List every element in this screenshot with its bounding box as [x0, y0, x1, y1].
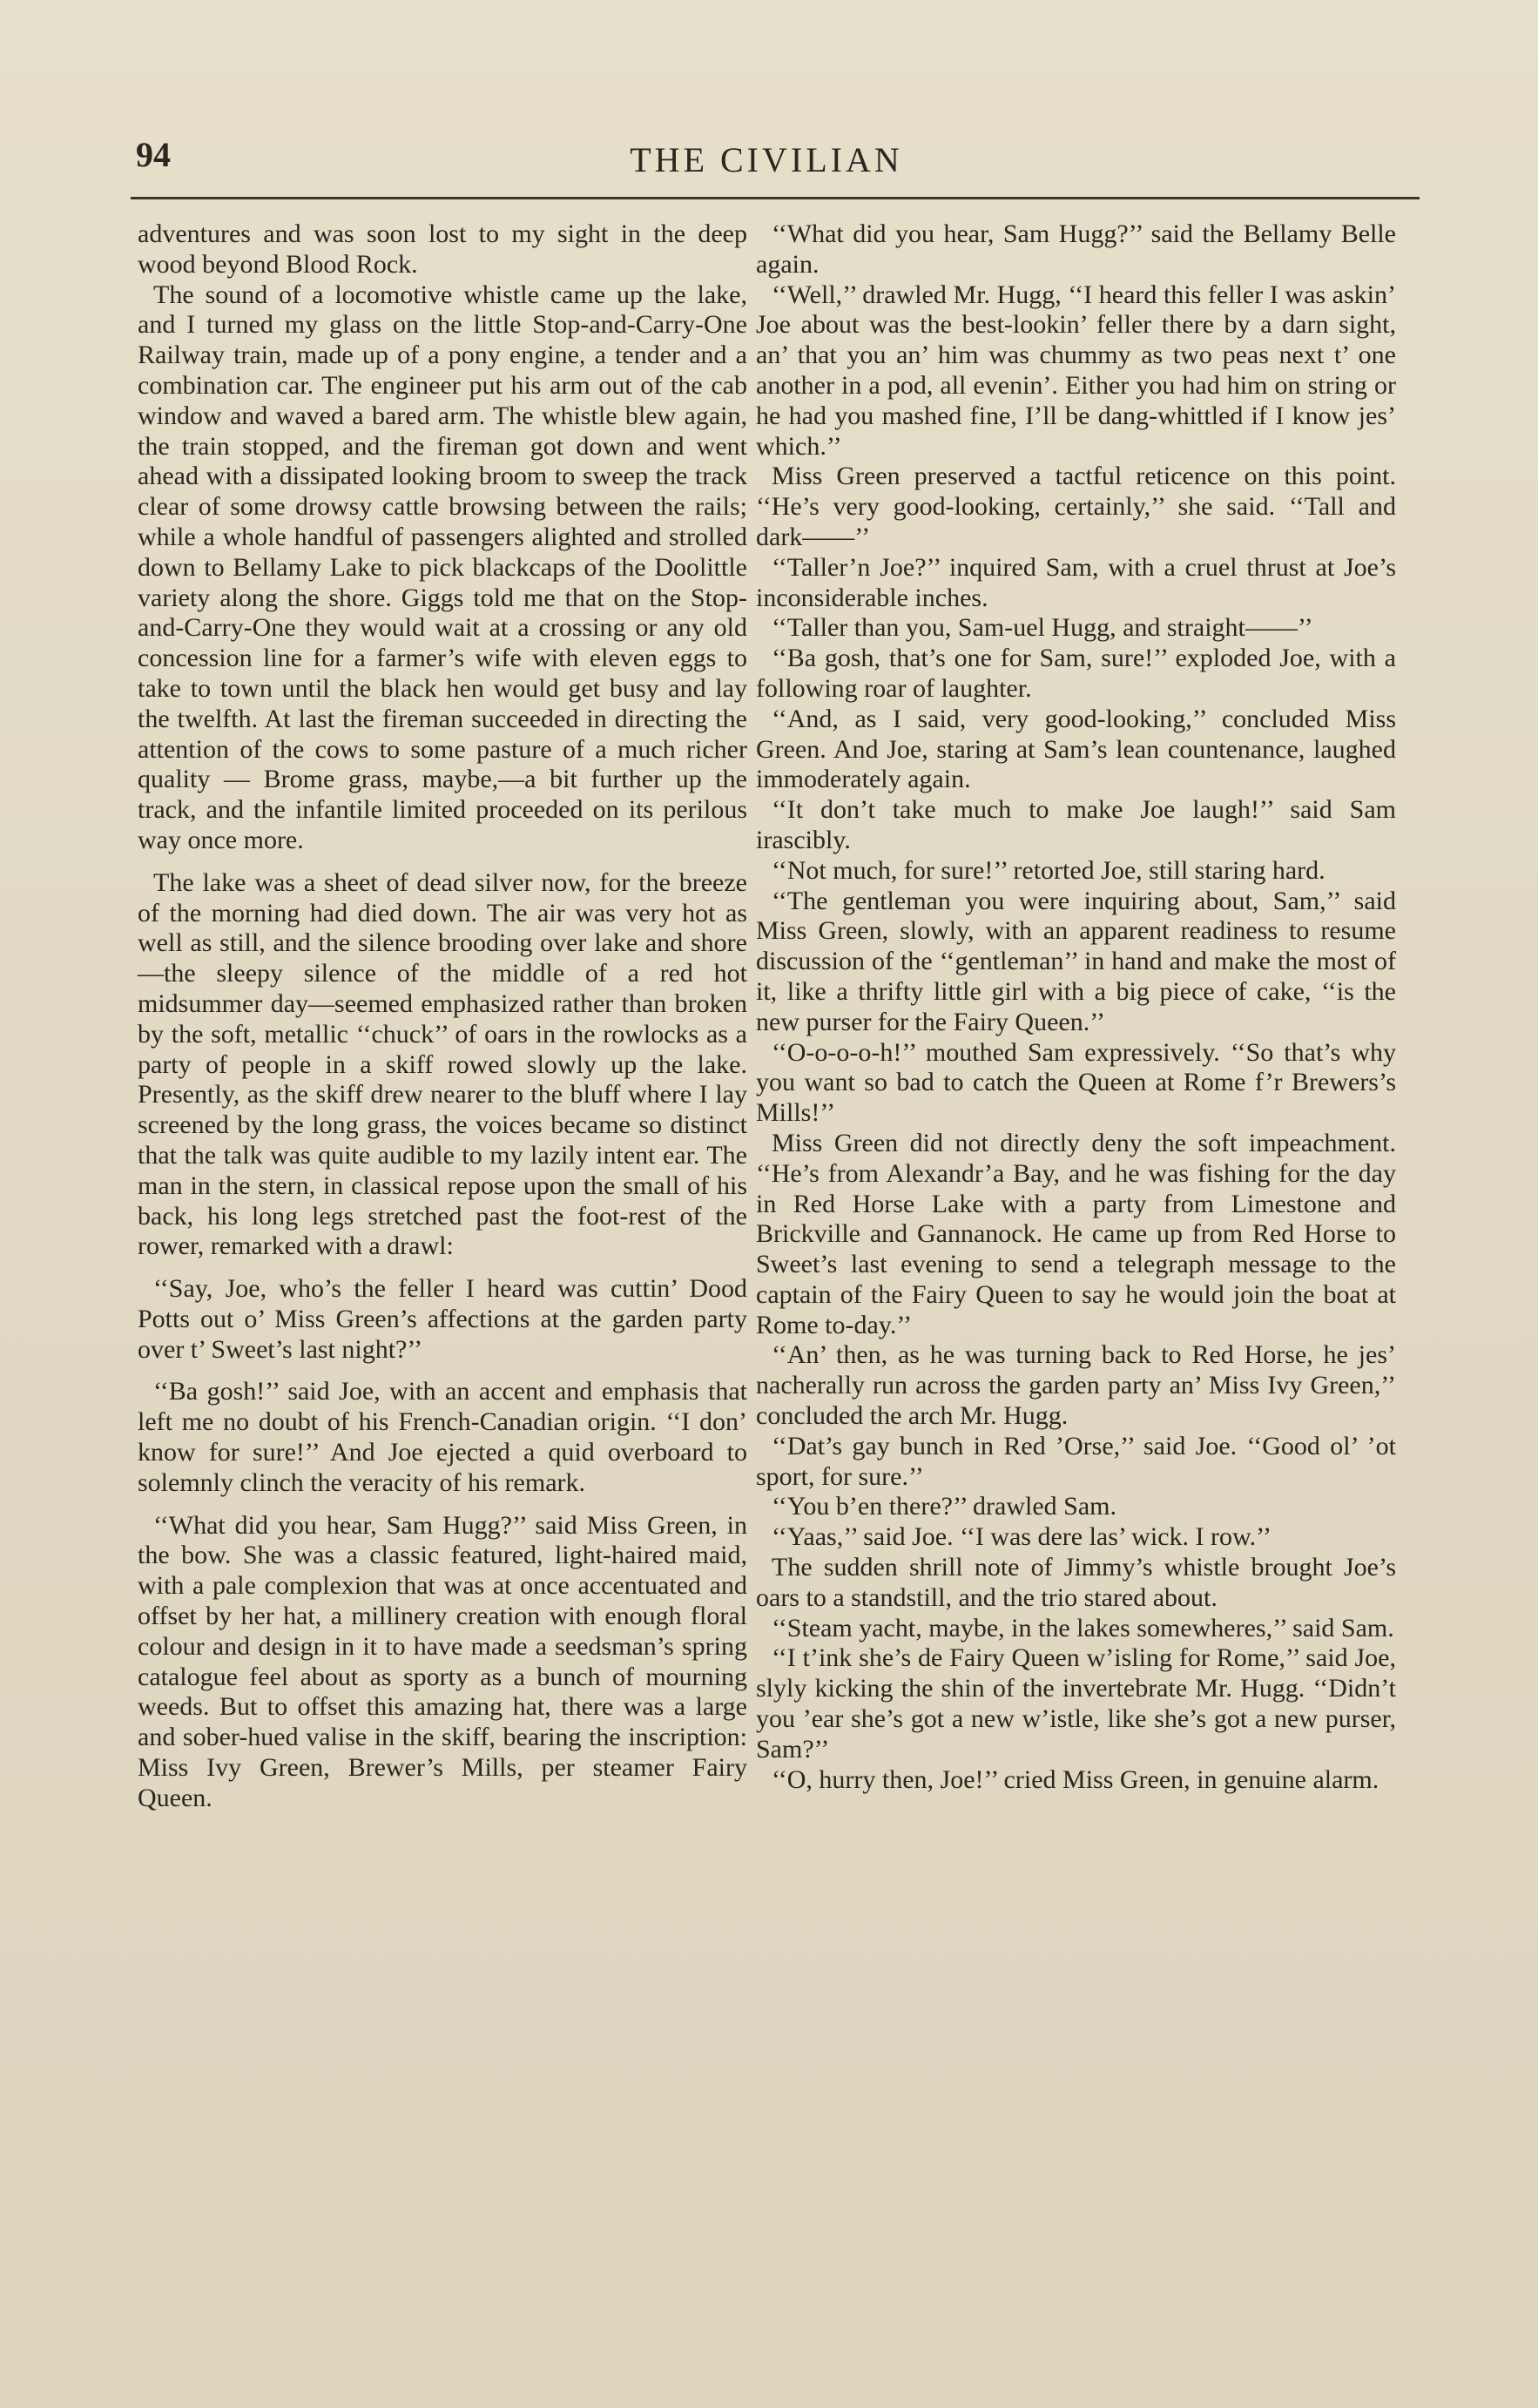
paragraph: ‘‘An’ then, as he was turning back to Red Horse, he jes’ nacherally run across the garden party an’ Miss Ivy Green,’’ concluded the arch Mr. Hugg.: [756, 1340, 1396, 1431]
paragraph: ‘‘It don’t take much to make Joe laugh!’’ said Sam irascibly.: [756, 795, 1396, 854]
paragraph: ‘‘And, as I said, very good-looking,’’ concluded Miss Green. And Joe, staring at Sam’s lean countenance, laughed immoderately again.: [756, 704, 1396, 794]
left-column: [138, 219, 747, 1814]
paragraph: The sudden shrill note of Jimmy’s whistle brought Joe’s oars to a standstill, and the trio stared about.: [756, 1553, 1396, 1612]
paragraph: ‘‘Yaas,’’ said Joe. ‘‘I was dere las’ wick. I row.’’: [772, 1522, 1272, 1552]
paragraph: ‘‘Say, Joe, who’s the feller I heard was cuttin’ Dood Potts out o’ Miss Green’s affections at the garden party over t’ Sweet’s last night?’’: [138, 1274, 747, 1364]
paragraph: ‘‘O, hurry then, Joe!’’ cried Miss Green, in genuine alarm.: [772, 1764, 1379, 1794]
paragraph: The lake was a sheet of dead silver now, for the breeze of the morning had died down. The air was very hot as well as still, and the silence brooding over lake and shore —the sleepy silence of the middle of a red hot midsummer day—seemed emphasized rather than broken by the soft, metallic ‘‘chuck’’ of oars in the rowlocks as a party of people in a skiff rowed slowly up the lake. Presently, as the skiff drew nearer to the bluff where I lay screened by the long grass, the voices became so distinct that the talk was quite audible to my lazily intent ear. The man in the stern, in classical repose upon the small of his back, his long legs stretched past the foot-rest of the rower, remarked with a drawl:: [138, 867, 747, 1261]
paragraph: ‘‘Well,’’ drawled Mr. Hugg, ‘‘I heard this feller I was askin’ Joe about was the best-lookin’ feller there by a darn sight, an’ that you an’ him was chummy as two peas next t’ one another in a pod, all evenin’. Either you had him on string or he had you mashed fine, I’ll be dang-whittled if I know jes’ which.’’: [756, 280, 1396, 461]
paragraph: ‘‘Dat’s gay bunch in Red ’Orse,’’ said Joe. ‘‘Good ol’ ’ot sport, for sure.’’: [756, 1431, 1396, 1491]
paragraph: The sound of a locomotive whistle came up the lake, and I turned my glass on the little Stop-and-Carry-One Railway train, made up of a pony engine, a tender and a combination car. The engineer put his arm out of the cab window and waved a bared arm. The whistle blew again, the train stopped, and the fireman got down and went ahead with a dissipated looking broom to sweep the track clear of some drowsy cattle browsing between the rails; while a whole handful of passengers alighted and strolled down to Bellamy Lake to pick blackcaps of the Doolittle variety along the shore. Giggs told me that on the Stop-and-Carry-One they would wait at a crossing or any old concession line for a farmer’s wife with eleven eggs to take to town until the black hen would get busy and lay the twelfth. At last the fireman succeeded in directing the attention of the cows to some pasture of a much richer quality — Brome grass, maybe,—a bit further up the track, and the infantile limited proceeded on its perilous way once more.: [138, 280, 747, 854]
paragraph: ‘‘What did you hear, Sam Hugg?’’ said Miss Green, in the bow. She was a classic featured, light-haired maid, with a pale complexion that was at once accentuated and offset by her hat, a millinery creation with enough floral colour and design in it to have made a seedsman’s spring catalogue feel about as sporty as a bunch of mourning weeds. But to offset this amazing hat, there was a large and sober-hued valise in the skiff, bearing the inscription: Miss Ivy Green, Brewer’s Mills, per steamer Fairy Queen.: [138, 1510, 747, 1812]
paragraph: ‘‘O-o-o-o-h!’’ mouthed Sam expressively. ‘‘So that’s why you want so bad to catch the Queen at Rome f’r Brewers’s Mills!’’: [756, 1037, 1396, 1128]
paragraph: Miss Green preserved a tactful reticence on this point. ‘‘He’s very good-looking, certainly,’’ she said. ‘‘Tall and dark——’’: [756, 462, 1396, 551]
paragraph: ‘‘I t’ink she’s de Fairy Queen w’isling for Rome,’’ said Joe, slyly kicking the shin of the invertebrate Mr. Hugg. ‘‘Didn’t you ’ear she’s got a new w’istle, like she’s got a new purser, Sam?’’: [756, 1643, 1396, 1764]
paragraph: ‘‘Ba gosh!’’ said Joe, with an accent and emphasis that left me no doubt of his French-Canadian origin. ‘‘I don’ know for sure!’’ And Joe ejected a quid overboard to solemnly clinch the veracity of his remark.: [138, 1377, 747, 1497]
paragraph: adventures and was soon lost to my sight in the deep wood beyond Blood Rock.: [138, 219, 747, 279]
paragraph: ‘‘You b’en there?’’ drawled Sam.: [772, 1492, 1116, 1521]
paragraph: Miss Green did not directly deny the soft impeachment. ‘‘He’s from Alexandr’a Bay, and he was fishing for the day in Red Horse Lake with a party from Limestone and Brickville and Gannanock. He came up from Red Horse to Sweet’s last evening to send a telegraph message to the captain of the Fairy Queen to say he would join the boat at Rome to-day.’’: [756, 1128, 1396, 1339]
right-column: [756, 219, 1396, 1795]
page-number: 94: [136, 135, 171, 174]
paragraph: ‘‘Ba gosh, that’s one for Sam, sure!’’ exploded Joe, with a following roar of laughter.: [756, 644, 1396, 703]
paragraph: ‘‘Not much, for sure!’’ retorted Joe, still staring hard.: [772, 855, 1326, 885]
paragraph: ‘‘Steam yacht, maybe, in the lakes somewheres,’’ said Sam.: [772, 1613, 1394, 1642]
paragraph: ‘‘The gentleman you were inquiring about, Sam,’’ said Miss Green, slowly, with an apparent readiness to resume discussion of the ‘‘gentleman’’ in hand and make the most of it, like a thrifty little girl with a big piece of cake, ‘‘is the new purser for the Fairy Queen.’’: [756, 886, 1396, 1036]
page-header: [131, 131, 1402, 192]
paragraph: ‘‘What did you hear, Sam Hugg?’’ said the Bellamy Belle again.: [756, 219, 1396, 279]
paragraph: ‘‘Taller’n Joe?’’ inquired Sam, with a cruel thrust at Joe’s inconsiderable inches.: [756, 552, 1396, 612]
header-rule: [131, 197, 1420, 199]
paragraph: ‘‘Taller than you, Sam-uel Hugg, and straight——’’: [772, 613, 1313, 643]
running-head-title: THE CIVILIAN: [630, 140, 903, 179]
